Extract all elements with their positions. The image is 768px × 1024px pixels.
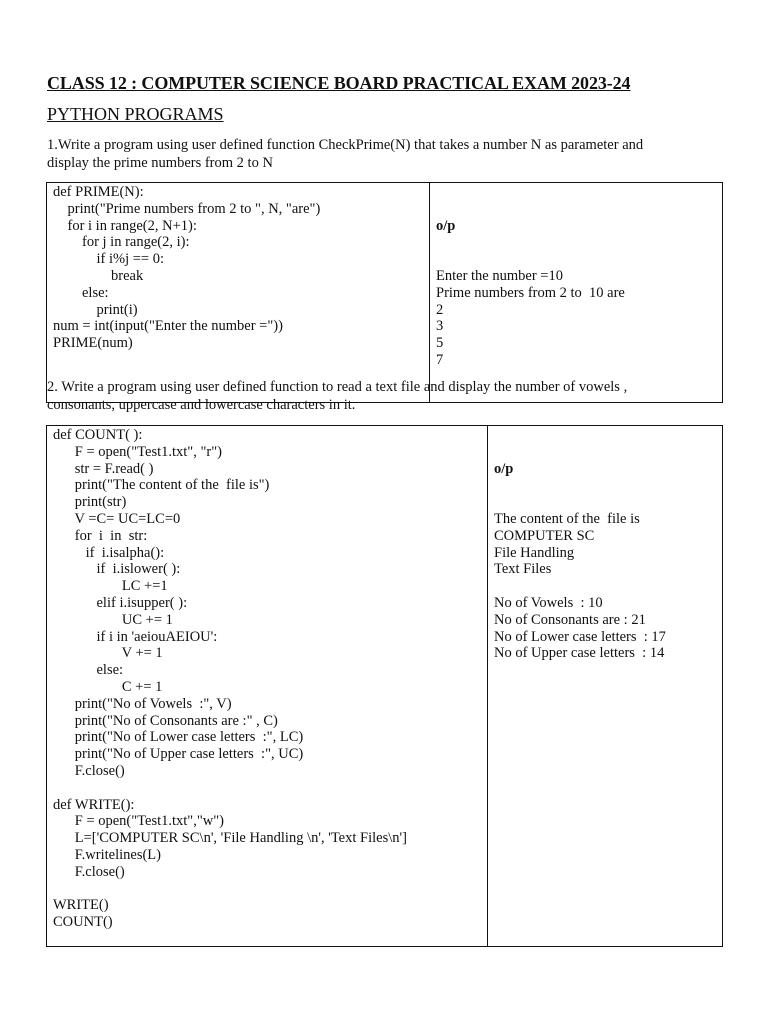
- section-subtitle: PYTHON PROGRAMS: [47, 104, 224, 124]
- output-line: 7: [436, 351, 444, 368]
- program-1-table: [46, 182, 723, 403]
- code-line: if i in 'aeiouAEIOU':: [53, 628, 218, 645]
- code-line: for j in range(2, i):: [53, 234, 190, 251]
- code-line: for i in str:: [53, 527, 148, 544]
- page-title: CLASS 12 : COMPUTER SCIENCE BOARD PRACTICAL EXAM 2023-24: [47, 73, 631, 93]
- code-line: L=['COMPUTER SC\n', 'File Handling \n', 'Text Files\n']: [53, 830, 407, 847]
- code-line: if i.isalpha():: [53, 544, 165, 561]
- code-line: WRITE(): [53, 897, 109, 914]
- program-2-table: [46, 425, 723, 947]
- code-line: C += 1: [53, 678, 163, 695]
- code-line: print("No of Upper case letters :", UC): [53, 746, 304, 763]
- output-line: No of Lower case letters : 17: [494, 628, 666, 645]
- program-2-code-cell: [47, 426, 488, 947]
- code-line: if i%j == 0:: [53, 251, 165, 268]
- question-2: [47, 378, 737, 414]
- code-line: print("The content of the file is"): [53, 477, 270, 494]
- output-line: 5: [436, 335, 444, 352]
- program-1-output-label: o/p: [436, 217, 456, 234]
- output-line: File Handling: [494, 544, 575, 561]
- program-2-output-cell: [488, 426, 723, 947]
- code-line: print("No of Lower case letters :", LC): [53, 729, 304, 746]
- program-1-output-cell: [430, 183, 723, 403]
- code-line: else:: [53, 284, 109, 301]
- output-line: 2: [436, 301, 444, 318]
- program-2-output: [488, 426, 722, 696]
- code-line: print("Prime numbers from 2 to ", N, "are"): [53, 200, 321, 217]
- code-line: def WRITE():: [53, 796, 135, 813]
- code-line: print("No of Consonants are :" , C): [53, 712, 278, 729]
- question-2-line-2: consonants, uppercase and lowercase characters in it.: [47, 397, 356, 413]
- program-1-output: [430, 183, 722, 402]
- code-line: str = F.read( ): [53, 460, 154, 477]
- output-line: Prime numbers from 2 to 10 are: [436, 284, 625, 301]
- code-line: UC += 1: [53, 611, 173, 628]
- code-line: else:: [53, 662, 124, 679]
- code-line: def COUNT( ):: [53, 427, 143, 443]
- code-line: [53, 881, 487, 898]
- code-line: print("No of Vowels :", V): [53, 695, 232, 712]
- code-line: V =C= UC=LC=0: [53, 510, 181, 527]
- question-1: [47, 136, 737, 172]
- code-line: F = open("Test1.txt","w"): [53, 813, 224, 830]
- code-line: PRIME(num): [53, 335, 133, 352]
- question-1-line-1: 1.Write a program using user defined function CheckPrime(N) that takes a number N as parameter and: [47, 137, 644, 153]
- output-line: No of Vowels : 10: [494, 594, 603, 611]
- question-2-line-1: 2. Write a program using user defined function to read a text file and display the number of vowels ,: [47, 379, 628, 395]
- program-2-output-label: o/p: [494, 460, 514, 477]
- code-line: F.close(): [53, 863, 125, 880]
- code-line: F.writelines(L): [53, 846, 161, 863]
- code-line: F.close(): [53, 762, 125, 779]
- code-line: print(i): [53, 301, 138, 318]
- code-line: F = open("Test1.txt", "r"): [53, 443, 222, 460]
- code-line: for i in range(2, N+1):: [53, 217, 197, 234]
- code-line: [53, 780, 487, 797]
- code-line: elif i.isupper( ):: [53, 594, 188, 611]
- code-line: V += 1: [53, 645, 163, 662]
- code-line: def PRIME(N):: [53, 184, 144, 200]
- question-1-line-2: display the prime numbers from 2 to N: [47, 155, 273, 171]
- code-line: COUNT(): [53, 914, 113, 931]
- program-1-code-cell: [47, 183, 430, 403]
- code-line: print(str): [53, 494, 127, 511]
- output-line: COMPUTER SC: [494, 527, 595, 544]
- code-line: break: [53, 267, 144, 284]
- code-line: if i.islower( ):: [53, 561, 181, 578]
- program-1-output-lines: [436, 268, 722, 369]
- output-line: No of Consonants are : 21: [494, 611, 646, 628]
- program-2-output-lines: [494, 511, 722, 662]
- output-line: 3: [436, 318, 444, 335]
- output-line: Enter the number =10: [436, 267, 563, 284]
- program-2-code: [47, 426, 487, 931]
- program-1-code: [47, 183, 429, 352]
- output-line: [494, 578, 722, 595]
- code-line: LC +=1: [53, 578, 168, 595]
- output-line: No of Upper case letters : 14: [494, 645, 665, 662]
- output-line: Text Files: [494, 561, 552, 578]
- code-line: num = int(input("Enter the number =")): [53, 318, 283, 335]
- output-line: The content of the file is: [494, 510, 640, 527]
